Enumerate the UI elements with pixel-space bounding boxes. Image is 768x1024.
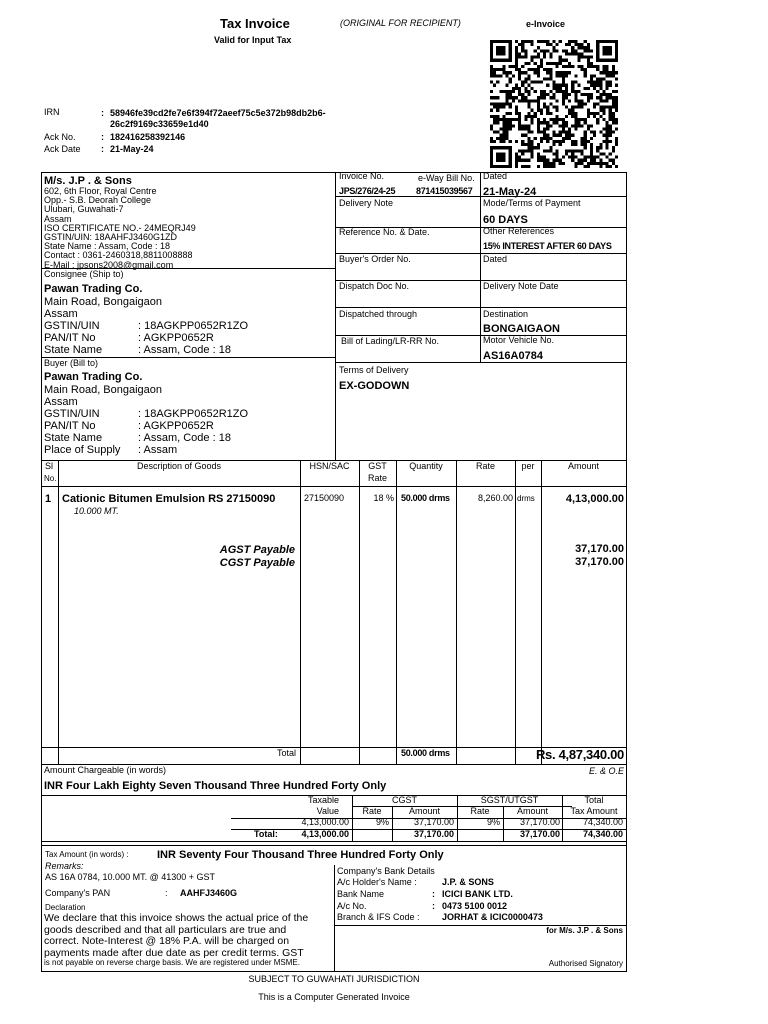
declaration-line: goods described and that all particulars are true and: [44, 923, 287, 936]
item-per: drms: [517, 494, 535, 503]
holder-label: A/c Holder's Name :: [337, 877, 417, 887]
dispatched-through-label: Dispatched through: [339, 309, 418, 319]
company-pan-label: Company's PAN: [45, 888, 111, 898]
seller-name: M/s. J.P . & Sons: [44, 175, 132, 187]
company-pan-colon: :: [165, 888, 168, 898]
col-description: Description of Goods: [136, 461, 222, 471]
invoice-subtitle: Valid for Input Tax: [214, 35, 292, 45]
ack-date-colon: :: [101, 144, 104, 154]
delivery-note-label: Delivery Note: [339, 198, 394, 208]
summary-total-value: 4,13,000.00: [301, 829, 349, 839]
tax-total-label: Total: [584, 795, 604, 805]
terms-payment: 60 DAYS: [483, 214, 528, 226]
summary-total-cgst: 37,170.00: [413, 829, 454, 839]
col-hsn: HSN/SAC: [309, 461, 350, 471]
bank-name: ICICI BANK LTD.: [442, 889, 513, 899]
buyer-pan: : AGKPP0652R: [138, 420, 214, 432]
buyer-address: Main Road, Bongaigaon: [44, 384, 163, 396]
computer-generated: This is a Computer Generated Invoice: [258, 992, 410, 1002]
value-label: Value: [316, 806, 339, 816]
consignee-gstin-label: GSTIN/UIN: [44, 320, 100, 332]
item-qty: 50.000 drms: [401, 493, 450, 503]
item-amount: 4,13,000.00: [565, 493, 624, 505]
signatory-for: for M/s. J.P . & Sons: [546, 926, 623, 935]
order-dated-label: Dated: [483, 254, 508, 264]
buyer-state: : Assam, Code : 18: [138, 432, 231, 444]
consignee-state-line: Assam: [44, 308, 78, 320]
seller-address-line: E-Mail : jpsons2008@gmail.com: [44, 259, 174, 270]
terms-payment-label: Mode/Terms of Payment: [483, 198, 581, 208]
col-no: No.: [44, 474, 57, 483]
seller-address-line: ISO CERTIFICATE NO.- 24MEQRJ49: [44, 222, 196, 233]
holder-name: J.P. & SONS: [442, 877, 494, 887]
summary-value: 4,13,000.00: [301, 817, 349, 827]
item-hsn: 27150090: [304, 493, 345, 503]
bank-heading: Company's Bank Details: [337, 866, 435, 876]
ac-no: 0473 5100 0012: [442, 901, 508, 911]
ack-date-label: Ack Date: [44, 144, 81, 154]
summary-cgst-amount: 37,170.00: [413, 817, 454, 827]
summary-sgst-amount: 37,170.00: [519, 817, 560, 827]
declaration-line: payments made after due date as per credit terms. GST: [44, 946, 304, 959]
buyer-pan-label: PAN/IT No: [44, 420, 96, 432]
irn-line1: 58946fe39cd2fe7e6f394f72aeef75c5e372b98db2b6-: [110, 108, 326, 118]
bill-lading-label: Bill of Lading/LR-RR No.: [341, 336, 440, 346]
tax-words-label: Tax Amount (in words) :: [45, 850, 129, 859]
sgst-amount-label: Amount: [516, 806, 549, 816]
seller-address-line: Contact : 0361-2460318,8811008888: [44, 250, 193, 261]
ack-date: 21-May-24: [110, 144, 154, 154]
cgst-rate-label: Rate: [362, 806, 382, 816]
col-quantity: Quantity: [409, 461, 443, 471]
total-label: Total: [276, 748, 296, 758]
consignee-pan: : AGKPP0652R: [138, 332, 214, 344]
declaration-line: We declare that this invoice shows the actual price of the: [44, 912, 309, 924]
buyer-state-label: State Name: [44, 432, 103, 444]
buyer-heading: Buyer (Bill to): [44, 358, 99, 368]
tax-words: INR Seventy Four Thousand Three Hundred Forty Only: [157, 849, 444, 861]
remarks-label: Remarks:: [45, 861, 84, 871]
col-gst-rate: Rate: [367, 473, 387, 483]
buyer-pos: : Assam: [138, 444, 178, 456]
consignee-state: : Assam, Code : 18: [138, 344, 231, 356]
summary-total-label: Total:: [254, 829, 278, 839]
invoice-no: JPS/276/24-25: [339, 186, 396, 196]
seller-address-line: Ulubari, Guwahati-7: [44, 204, 124, 215]
vehicle-no: AS16A0784: [483, 350, 543, 362]
col-per: per: [521, 461, 535, 471]
ack-no-label: Ack No.: [44, 132, 76, 142]
taxable-label: Taxable: [307, 795, 339, 805]
ac-no-colon: :: [432, 901, 435, 911]
consignee-gstin: : 18AGKPP0652R1ZO: [138, 320, 249, 332]
terms-delivery-label: Terms of Delivery: [339, 365, 409, 375]
buyer-pos-label: Place of Supply: [44, 444, 121, 456]
eoe-label: E. & O.E: [588, 766, 624, 776]
item-rate: 8,260.00: [477, 493, 513, 503]
summary-total-tax: 74,340.00: [582, 829, 623, 839]
cgst-label: CGST: [391, 795, 417, 805]
grand-total: Rs. 4,87,340.00: [535, 747, 624, 762]
eway-no: 871415039567: [416, 186, 473, 196]
summary-total: 74,340.00: [582, 817, 623, 827]
sgst-label: SGST/UTGST: [480, 795, 539, 805]
amount-words-label: Amount Chargeable (in words): [44, 765, 167, 775]
tax1-label: AGST Payable: [219, 544, 295, 556]
copy-type: (ORIGINAL FOR RECIPIENT): [340, 18, 461, 28]
invoice-title: Tax Invoice: [220, 16, 290, 31]
summary-sgst-rate: 9%: [486, 817, 500, 827]
cgst-amount-label: Amount: [408, 806, 441, 816]
consignee-heading: Consignee (Ship to): [44, 269, 124, 279]
col-sl: Sl: [45, 461, 54, 471]
delivery-note-date-label: Delivery Note Date: [483, 281, 559, 291]
jurisdiction: SUBJECT TO GUWAHATI JURISDICTION: [248, 974, 420, 984]
destination: BONGAIGAON: [483, 323, 560, 335]
col-gst: GST: [368, 461, 387, 471]
vehicle-label: Motor Vehicle No.: [483, 335, 555, 345]
buyer-name: Pawan Trading Co.: [44, 371, 143, 383]
reference-label: Reference No. & Date.: [339, 227, 430, 237]
tax2-amount: 37,170.00: [575, 556, 624, 568]
total-qty: 50.000 drms: [401, 748, 450, 758]
terms-delivery: EX-GODOWN: [339, 380, 410, 392]
consignee-state-label: State Name: [44, 344, 103, 356]
ifs-code: JORHAT & ICIC0000473: [442, 912, 543, 922]
declaration-line: correct. Note-Interest @ 18% P.A. will be charged on: [44, 935, 290, 947]
other-references: 15% INTEREST AFTER 60 DAYS: [483, 241, 612, 251]
summary-cgst-rate: 9%: [375, 817, 389, 827]
bank-name-colon: :: [432, 889, 435, 899]
col-rate: Rate: [475, 461, 495, 471]
irn-colon: :: [101, 108, 104, 118]
company-pan: AAHFJ3460G: [180, 888, 238, 898]
seller-address-line: GSTIN/UIN: 18AAHFJ3460G1ZD: [44, 232, 178, 242]
item-gst: 18 %: [373, 493, 394, 503]
other-references-label: Other References: [483, 226, 555, 236]
consignee-address: Main Road, Bongaigaon: [44, 296, 163, 308]
consignee-pan-label: PAN/IT No: [44, 332, 96, 344]
item-sub: 10.000 MT.: [74, 506, 119, 516]
destination-label: Destination: [483, 309, 529, 319]
ifs-label: Branch & IFS Code :: [337, 912, 420, 922]
buyer-state-line: Assam: [44, 396, 78, 408]
irn-line2: 26c2f9169c33659e1d40: [110, 119, 209, 129]
ack-no: 182416258392146: [110, 132, 186, 142]
einvoice-label: e-Invoice: [526, 19, 566, 29]
irn-label: IRN: [44, 107, 60, 117]
invoice-date: 21-May-24: [483, 186, 537, 198]
tax-amount-label: Tax Amount: [570, 806, 618, 816]
amount-words: INR Four Lakh Eighty Seven Thousand Three Hundred Forty Only: [44, 780, 387, 792]
seller-address-line: State Name : Assam, Code : 18: [44, 241, 171, 252]
consignee-name: Pawan Trading Co.: [44, 283, 143, 295]
tax1-amount: 37,170.00: [575, 543, 624, 555]
buyer-gstin-label: GSTIN/UIN: [44, 408, 100, 420]
summary-total-sgst: 37,170.00: [519, 829, 560, 839]
buyer-gstin: : 18AGKPP0652R1ZO: [138, 408, 249, 420]
dispatch-doc-label: Dispatch Doc No.: [339, 281, 410, 291]
declaration-last-line: is not payable on reverse charge basis. We are registered under MSME.: [44, 958, 300, 967]
sgst-rate-label: Rate: [470, 806, 490, 816]
item-sl: 1: [45, 493, 52, 505]
eway-label: e-Way Bill No.: [418, 173, 475, 183]
invoice-no-label: Invoice No.: [339, 171, 385, 181]
seller-address-line: Opp.- S.B. Deorah College: [44, 195, 152, 206]
item-description: Cationic Bitumen Emulsion RS 27150090: [62, 493, 276, 505]
bank-name-label: Bank Name: [337, 889, 385, 899]
ac-no-label: A/c No.: [337, 901, 367, 911]
authorised-signatory: Authorised Signatory: [548, 959, 623, 968]
tax2-label: CGST Payable: [219, 557, 295, 569]
seller-address-line: Assam: [44, 213, 72, 224]
remarks: AS 16A 0784, 10.000 MT. @ 41300 + GST: [45, 872, 215, 882]
ack-no-colon: :: [101, 132, 104, 142]
buyer-order-label: Buyer's Order No.: [339, 254, 411, 264]
dated-label: Dated: [483, 171, 508, 181]
qr-code-icon: [486, 40, 622, 168]
declaration-label: Declaration: [45, 903, 86, 912]
col-amount: Amount: [567, 461, 600, 471]
seller-address-line: 602, 6th Floor, Royal Centre: [44, 186, 157, 196]
